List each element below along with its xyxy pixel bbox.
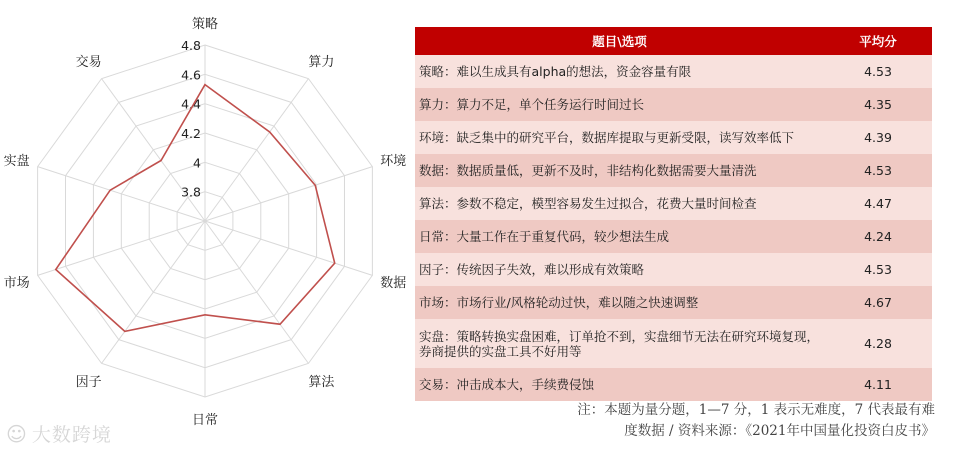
table-row: [415, 187, 932, 220]
table-row: [415, 220, 932, 253]
table-header-row: [415, 27, 932, 55]
row-item: 市场：市场行业/风格轮动过快，难以随之快速调整: [415, 286, 824, 319]
row-score: 4.53: [824, 253, 932, 286]
category-label: 市场: [3, 276, 30, 292]
table-row: [415, 55, 932, 88]
row-score: 4.39: [824, 121, 932, 154]
footnote-line-1: 注：本题为量分题，1—7 分，1 表示无难度，7 代表最有难: [577, 402, 935, 418]
tick-label: 4.6: [181, 67, 201, 83]
table-row: [415, 121, 932, 154]
grid-spoke: [205, 221, 308, 363]
header-item: 题目\选项: [415, 27, 824, 55]
row-item: 策略：难以生成具有alpha的想法，资金容量有限: [415, 55, 824, 88]
tick-label: 4.8: [181, 38, 201, 53]
grid-spoke: [205, 79, 308, 221]
category-label: 因子: [75, 375, 102, 391]
header-score: 平均分: [824, 27, 932, 55]
row-score: 4.53: [824, 55, 932, 88]
category-label: 算法: [308, 375, 335, 391]
row-score: 4.67: [824, 286, 932, 319]
table-row: [415, 319, 932, 368]
row-item: 算力：算力不足，单个任务运行时间过长: [415, 88, 824, 121]
category-label: 日常: [191, 413, 219, 428]
row-score: 4.35: [824, 88, 932, 121]
tick-label: 4.2: [181, 126, 201, 141]
tick-label: 4: [193, 155, 201, 171]
radar-chart: [0, 0, 410, 451]
row-item: 日常：大量工作在于重复代码，较少想法生成: [415, 220, 824, 253]
row-item: 因子：传统因子失效，难以形成有效策略: [415, 253, 824, 286]
category-label: 实盘: [3, 153, 30, 169]
table-row: [415, 253, 932, 286]
category-label: 算力: [308, 54, 335, 70]
footnote-line-2: 度数据 / 资料来源：《2021年中国量化投资白皮书》: [624, 423, 935, 439]
table-row: [415, 88, 932, 121]
watermark: [6, 420, 112, 447]
category-label: 交易: [75, 54, 102, 70]
row-item: 数据：数据质量低，更新不及时，非结构化数据需要大量清洗: [415, 154, 824, 187]
table-row: [415, 368, 932, 401]
table-row: [415, 286, 932, 319]
watermark-logo-icon: ☺: [6, 422, 28, 446]
row-score: 4.11: [824, 368, 932, 401]
row-item: 环境：缺乏集中的研究平台，数据库提取与更新受限，读写效率低下: [415, 121, 824, 154]
footnote: [440, 400, 935, 442]
tick-label: 4.4: [181, 96, 201, 112]
row-item: 交易：冲击成本大，手续费侵蚀: [415, 368, 824, 401]
watermark-text: 大数跨境: [31, 424, 112, 446]
row-score: 4.28: [824, 319, 932, 368]
row-score: 4.53: [824, 154, 932, 187]
table-row: [415, 154, 932, 187]
category-label: 数据: [380, 276, 407, 292]
difficulty-table: [415, 27, 932, 401]
tick-label: 3.8: [181, 184, 201, 200]
row-item: 算法：参数不稳定，模型容易发生过拟合，花费大量时间检查: [415, 187, 824, 220]
grid-spoke: [102, 221, 205, 363]
category-label: 策略: [191, 17, 219, 32]
row-item: 实盘：策略转换实盘困难，订单抢不到，实盘细节无法在研究环境复现，券商提供的实盘工具不好用等: [415, 319, 824, 368]
row-score: 4.24: [824, 220, 932, 253]
row-score: 4.47: [824, 187, 932, 220]
category-label: 环境: [380, 153, 407, 169]
radar-tick-labels: [181, 38, 201, 200]
